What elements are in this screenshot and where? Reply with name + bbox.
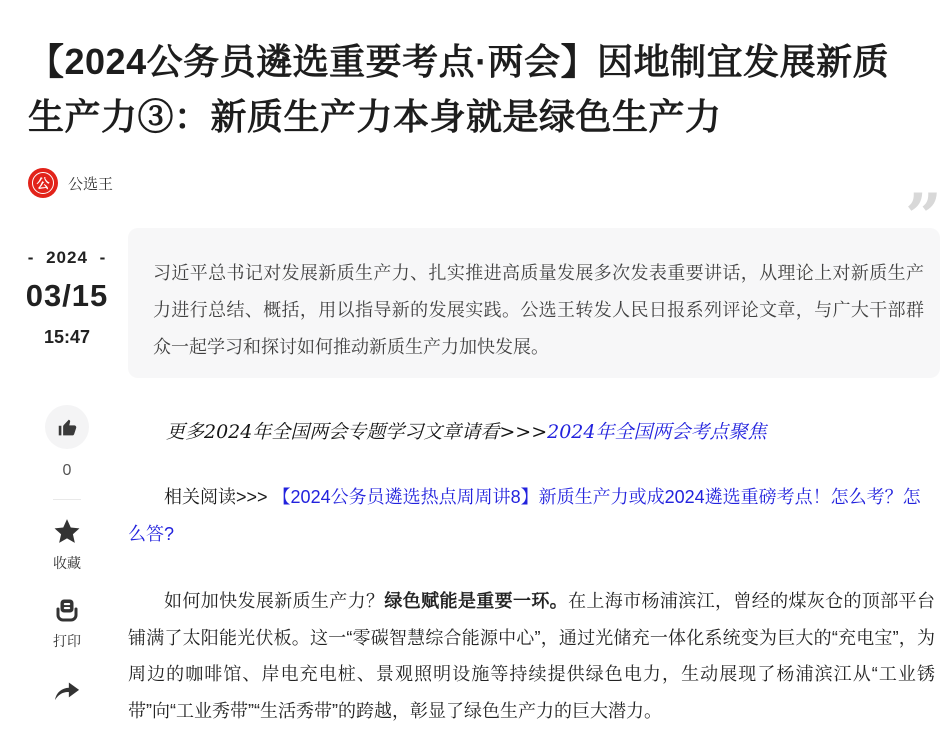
author-row[interactable] [28,168,113,198]
logo-glyph: 公 [36,175,50,191]
author-name[interactable]: 公选王 [68,175,114,193]
favorite-button[interactable] [52,517,82,573]
summary-text: 习近平总书记对发展新质生产力、扎实推进高质量发展多次发表重要讲话，从理论上对新质生产力进行总结、概括，用以指导新的发展实践。公选王转发人民日报系列评论文章，与广大干部群众一起学习和探讨如何推动新质生产力加快发展。 [153,263,924,357]
two-sessions-focus-link[interactable]: 2024年全国两会考点聚焦 [547,421,767,443]
publish-day: 03/15 [25,278,109,313]
publish-date [0,248,134,348]
like-count: 0 [62,462,72,479]
main-text-lead: 如何加快发展新质生产力？ [164,591,385,611]
print-label: 打印 [53,633,81,649]
summary-quote-box [128,180,942,378]
author-logo-icon [28,168,58,198]
page-title: 【2024公务员遴选重要考点·两会】因地制宜发展新质生产力③：新质生产力本身就是绿色生产力 [28,41,890,137]
printer-icon [53,596,81,624]
thumbs-up-icon [57,417,78,438]
action-rail [0,405,134,702]
paragraph-related-reading [128,479,935,553]
rail-divider [53,499,81,500]
quote-mark-icon: ” [905,180,942,255]
paragraph-more-links [128,415,935,449]
publish-year: - 2024 - [27,248,107,267]
star-icon [52,517,82,546]
paragraph-main [128,583,935,729]
share-button[interactable] [52,676,82,702]
main-text-rest: 在上海市杨浦滨江，曾经的煤灰仓的顶部平台铺满了太阳能光伏板。这一“零碳智慧综合能源中心”，通过光储充一体化系统变为巨大的“充电宝”，为周边的咖啡馆、岸电充电桩、景观照明设施等持续提供绿色电力，生动展现了杨浦滨江从“工业锈带”向“工业秀带”“生活秀带”的跨越，彰显了绿色生产力的巨大潜力。 [128,591,936,721]
related-article-link[interactable]: 【2024公务员遴选热点周周讲8】新质生产力或成2024遴选重磅考点！怎么考？怎么答? [128,487,921,544]
related-reading-text: 相关阅读>>> [164,487,273,507]
main-text-bold: 绿色赋能是重要一环。 [384,591,569,611]
like-button[interactable] [45,405,89,449]
publish-time: 15:47 [43,327,91,347]
print-button[interactable] [53,596,81,651]
article-body [128,415,935,729]
share-arrow-icon [52,676,82,702]
favorite-label: 收藏 [53,555,81,571]
more-links-text: 更多2024年全国两会专题学习文章请看>>> [166,421,548,443]
